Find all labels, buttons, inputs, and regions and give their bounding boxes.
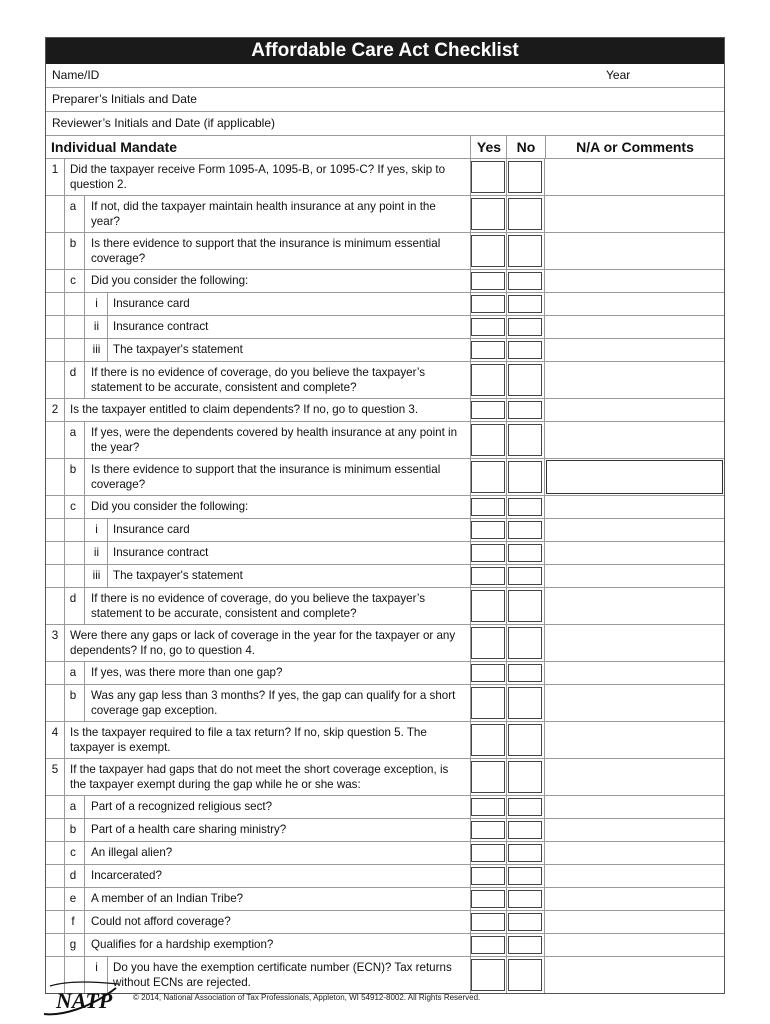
no-checkbox[interactable] xyxy=(508,627,542,659)
column-divider xyxy=(506,722,507,758)
question-text: Is the taxpayer entitled to claim dependents? If no, go to question 3. xyxy=(70,403,419,416)
question-row xyxy=(46,662,724,685)
question-row xyxy=(46,316,724,339)
footer xyxy=(0,974,770,1024)
question-number: d xyxy=(69,869,77,882)
question-text: Could not afford coverage? xyxy=(91,915,231,928)
question-row xyxy=(46,796,724,819)
question-number: d xyxy=(69,366,77,379)
divider xyxy=(84,316,85,338)
yes-checkbox[interactable] xyxy=(471,401,505,419)
divider xyxy=(84,542,85,564)
question-number: b xyxy=(69,463,77,476)
question-text: Do you have the exemption certificate number (ECN)? Tax returns without ECNs are rejected. xyxy=(113,961,452,989)
question-number: 3 xyxy=(51,629,59,642)
question-row xyxy=(46,722,724,759)
column-divider xyxy=(506,422,507,458)
divider xyxy=(84,422,85,458)
column-divider xyxy=(506,496,507,518)
comments-field[interactable] xyxy=(544,911,726,933)
column-divider xyxy=(506,293,507,315)
question-text: Is there evidence to support that the insurance is minimum essential coverage? xyxy=(91,237,441,265)
question-text: If there is no evidence of coverage, do you believe the taxpayer’s statement to be accurate, consistent and complete? xyxy=(91,592,426,620)
comments-field[interactable] xyxy=(544,519,726,541)
question-row xyxy=(46,542,724,565)
divider xyxy=(84,819,85,841)
no-checkbox[interactable] xyxy=(508,161,542,193)
question-number: a xyxy=(69,666,77,679)
form-title: Affordable Care Act Checklist xyxy=(46,38,724,64)
divider xyxy=(64,565,65,587)
comments-field[interactable] xyxy=(544,293,726,315)
divider xyxy=(84,270,85,292)
yes-checkbox[interactable] xyxy=(471,235,505,267)
yes-checkbox[interactable] xyxy=(471,198,505,230)
logo-text: NATP xyxy=(56,988,113,1013)
question-text: Insurance contract xyxy=(113,546,209,559)
yes-checkbox[interactable] xyxy=(471,761,505,793)
divider xyxy=(64,316,65,338)
na-column-header: N/A or Comments xyxy=(576,139,694,155)
question-number: d xyxy=(69,592,77,605)
no-column-header: No xyxy=(506,136,546,158)
no-checkbox[interactable] xyxy=(508,295,542,313)
yes-checkbox[interactable] xyxy=(471,890,505,908)
column-divider xyxy=(506,796,507,818)
question-row xyxy=(46,233,724,270)
column-divider xyxy=(506,588,507,624)
column-divider xyxy=(506,662,507,684)
divider xyxy=(107,565,108,587)
comments-field[interactable] xyxy=(544,759,726,795)
question-text: Did you consider the following: xyxy=(91,274,249,287)
divider xyxy=(64,759,65,795)
question-text: Is the taxpayer required to file a tax return? If no, skip question 5. The taxpayer is exempt. xyxy=(70,726,427,754)
no-checkbox[interactable] xyxy=(508,461,542,493)
comments-field[interactable] xyxy=(544,685,726,721)
no-checkbox[interactable] xyxy=(508,844,542,862)
comments-field[interactable] xyxy=(544,159,726,195)
question-text: Incarcerated? xyxy=(91,869,162,882)
column-divider xyxy=(506,911,507,933)
no-checkbox[interactable] xyxy=(508,318,542,336)
question-number: a xyxy=(69,800,77,813)
question-text: Part of a recognized religious sect? xyxy=(91,800,273,813)
yes-checkbox[interactable] xyxy=(471,798,505,816)
comments-field[interactable] xyxy=(544,888,726,910)
name-row[interactable] xyxy=(46,64,724,88)
yes-checkbox[interactable] xyxy=(471,272,505,290)
yes-checkbox[interactable] xyxy=(471,867,505,885)
question-text: Insurance contract xyxy=(113,320,209,333)
yes-checkbox[interactable] xyxy=(471,521,505,539)
question-number: c xyxy=(70,274,76,287)
comments-field[interactable] xyxy=(544,233,726,269)
question-text: If yes, were the dependents covered by health insurance at any point in the year? xyxy=(91,426,458,454)
question-row xyxy=(46,759,724,796)
column-divider xyxy=(506,339,507,361)
question-number: 2 xyxy=(51,403,59,416)
comments-field[interactable] xyxy=(544,362,726,398)
question-number: i xyxy=(95,523,98,536)
divider xyxy=(84,911,85,933)
column-divider xyxy=(506,270,507,292)
question-number: a xyxy=(69,200,77,213)
question-number: 1 xyxy=(51,163,59,176)
no-checkbox[interactable] xyxy=(508,664,542,682)
yes-checkbox[interactable] xyxy=(471,295,505,313)
question-number: e xyxy=(69,892,77,905)
question-text: Qualifies for a hardship exemption? xyxy=(91,938,274,951)
divider xyxy=(84,796,85,818)
column-divider xyxy=(506,685,507,721)
no-checkbox[interactable] xyxy=(508,424,542,456)
divider xyxy=(84,934,85,956)
divider xyxy=(64,399,65,421)
question-number: 4 xyxy=(51,726,59,739)
yes-checkbox[interactable] xyxy=(471,498,505,516)
divider xyxy=(64,722,65,758)
question-text: If the taxpayer had gaps that do not meet the short coverage exception, is the taxpayer exempt during the gap while he or she was: xyxy=(70,763,449,791)
checklist-form xyxy=(45,37,725,994)
preparer-row[interactable] xyxy=(46,88,724,112)
question-row xyxy=(46,459,724,496)
question-number: ii xyxy=(93,546,100,559)
divider xyxy=(107,316,108,338)
divider xyxy=(84,685,85,721)
divider xyxy=(107,542,108,564)
name-label: Name/ID xyxy=(52,68,100,82)
yes-checkbox[interactable] xyxy=(471,424,505,456)
comments-field[interactable] xyxy=(544,270,726,292)
no-checkbox[interactable] xyxy=(508,687,542,719)
divider xyxy=(84,339,85,361)
yes-checkbox[interactable] xyxy=(471,664,505,682)
divider xyxy=(84,519,85,541)
natp-logo-icon xyxy=(42,978,122,1018)
column-divider xyxy=(506,316,507,338)
question-text: A member of an Indian Tribe? xyxy=(91,892,244,905)
yes-checkbox[interactable] xyxy=(471,461,505,493)
yes-column-header: Yes xyxy=(470,136,507,158)
question-row xyxy=(46,934,724,957)
question-list xyxy=(46,159,724,993)
comments-field[interactable] xyxy=(544,399,726,421)
question-row xyxy=(46,819,724,842)
yes-checkbox[interactable] xyxy=(471,364,505,396)
comments-field[interactable] xyxy=(544,722,726,758)
divider xyxy=(84,565,85,587)
question-text: The taxpayer's statement xyxy=(113,569,243,582)
question-number: iii xyxy=(92,343,101,356)
comments-field[interactable] xyxy=(544,496,726,518)
comments-field[interactable] xyxy=(544,565,726,587)
divider xyxy=(84,588,85,624)
question-row xyxy=(46,362,724,399)
comments-field[interactable] xyxy=(544,196,726,232)
question-row xyxy=(46,422,724,459)
question-text: Were there any gaps or lack of coverage in the year for the taxpayer or any dependents? If no, go to question 4. xyxy=(70,629,456,657)
divider xyxy=(84,293,85,315)
yes-checkbox[interactable] xyxy=(471,567,505,585)
divider xyxy=(84,233,85,269)
no-checkbox[interactable] xyxy=(508,498,542,516)
question-text: The taxpayer's statement xyxy=(113,343,243,356)
question-row xyxy=(46,293,724,316)
question-number: b xyxy=(69,237,77,250)
question-number: c xyxy=(70,846,76,859)
question-row xyxy=(46,842,724,865)
column-divider xyxy=(506,233,507,269)
divider xyxy=(84,865,85,887)
question-row xyxy=(46,339,724,362)
comments-input-box[interactable] xyxy=(546,460,723,494)
question-text: Did you consider the following: xyxy=(91,500,249,513)
no-checkbox[interactable] xyxy=(508,567,542,585)
yes-checkbox[interactable] xyxy=(471,161,505,193)
section-header xyxy=(46,136,724,159)
comments-field[interactable] xyxy=(544,865,726,887)
yes-checkbox[interactable] xyxy=(471,844,505,862)
question-row xyxy=(46,588,724,625)
divider xyxy=(64,519,65,541)
comments-field[interactable] xyxy=(544,625,726,661)
question-row xyxy=(46,519,724,542)
column-divider xyxy=(506,625,507,661)
comments-field[interactable] xyxy=(544,422,726,458)
question-number: c xyxy=(70,500,76,513)
no-checkbox[interactable] xyxy=(508,913,542,931)
comments-field[interactable] xyxy=(544,796,726,818)
question-text: Did the taxpayer receive Form 1095-A, 1095-B, or 1095-C? If yes, skip to question 2. xyxy=(70,163,446,191)
question-row xyxy=(46,565,724,588)
divider xyxy=(64,542,65,564)
question-row xyxy=(46,625,724,662)
divider xyxy=(64,625,65,661)
yes-checkbox[interactable] xyxy=(471,341,505,359)
no-checkbox[interactable] xyxy=(508,724,542,756)
divider xyxy=(64,339,65,361)
question-row xyxy=(46,399,724,422)
column-divider xyxy=(506,565,507,587)
question-number: b xyxy=(69,823,77,836)
yes-checkbox[interactable] xyxy=(471,590,505,622)
column-divider xyxy=(506,865,507,887)
question-row xyxy=(46,496,724,519)
question-row xyxy=(46,159,724,196)
reviewer-label: Reviewer’s Initials and Date (if applicable) xyxy=(52,116,275,130)
question-text: Was any gap less than 3 months? If yes, the gap can qualify for a short coverage gap exception. xyxy=(91,689,456,717)
column-divider xyxy=(506,362,507,398)
question-row xyxy=(46,685,724,722)
question-text: If yes, was there more than one gap? xyxy=(91,666,283,679)
column-divider xyxy=(506,519,507,541)
yes-checkbox[interactable] xyxy=(471,544,505,562)
column-divider xyxy=(506,842,507,864)
divider xyxy=(64,293,65,315)
no-checkbox[interactable] xyxy=(508,867,542,885)
column-divider xyxy=(506,399,507,421)
divider xyxy=(84,362,85,398)
question-row xyxy=(46,865,724,888)
comments-field[interactable] xyxy=(544,316,726,338)
question-text: Part of a health care sharing ministry? xyxy=(91,823,287,836)
yes-checkbox[interactable] xyxy=(471,318,505,336)
yes-checkbox[interactable] xyxy=(471,687,505,719)
column-divider xyxy=(506,934,507,956)
question-number: ii xyxy=(93,320,100,333)
question-text: Insurance card xyxy=(113,523,190,536)
comments-field[interactable] xyxy=(544,588,726,624)
column-divider xyxy=(506,196,507,232)
section-title: Individual Mandate xyxy=(51,139,178,155)
column-divider xyxy=(506,159,507,195)
question-number: a xyxy=(69,426,77,439)
divider xyxy=(84,496,85,518)
question-number: 5 xyxy=(51,763,59,776)
no-checkbox[interactable] xyxy=(508,544,542,562)
reviewer-row[interactable] xyxy=(46,112,724,136)
comments-field[interactable] xyxy=(544,542,726,564)
divider xyxy=(84,662,85,684)
yes-checkbox[interactable] xyxy=(471,627,505,659)
yes-checkbox[interactable] xyxy=(471,724,505,756)
no-checkbox[interactable] xyxy=(508,936,542,954)
divider xyxy=(84,888,85,910)
question-number: i xyxy=(95,297,98,310)
column-divider xyxy=(506,759,507,795)
no-checkbox[interactable] xyxy=(508,521,542,539)
question-row xyxy=(46,270,724,293)
comments-field[interactable] xyxy=(544,662,726,684)
no-checkbox[interactable] xyxy=(508,761,542,793)
divider xyxy=(107,293,108,315)
no-checkbox[interactable] xyxy=(508,798,542,816)
question-number: i xyxy=(95,961,98,974)
preparer-label: Preparer’s Initials and Date xyxy=(52,92,197,106)
comments-field[interactable] xyxy=(544,339,726,361)
divider xyxy=(107,519,108,541)
question-number: iii xyxy=(92,569,101,582)
no-checkbox[interactable] xyxy=(508,821,542,839)
column-divider xyxy=(506,542,507,564)
divider xyxy=(84,459,85,495)
yes-checkbox[interactable] xyxy=(471,936,505,954)
comments-field[interactable] xyxy=(544,842,726,864)
question-number: f xyxy=(71,915,75,928)
column-divider xyxy=(506,888,507,910)
year-label: Year xyxy=(606,68,631,82)
question-text: Insurance card xyxy=(113,297,190,310)
question-text: If not, did the taxpayer maintain health insurance at any point in the year? xyxy=(91,200,436,228)
no-checkbox[interactable] xyxy=(508,401,542,419)
column-divider xyxy=(506,459,507,495)
yes-checkbox[interactable] xyxy=(471,821,505,839)
yes-checkbox[interactable] xyxy=(471,913,505,931)
comments-field[interactable] xyxy=(544,934,726,956)
no-checkbox[interactable] xyxy=(508,590,542,622)
question-row xyxy=(46,196,724,233)
no-checkbox[interactable] xyxy=(508,235,542,267)
copyright-notice: © 2014, National Association of Tax Professionals, Appleton, WI 54912-8002. All Rights Reserved. xyxy=(133,993,481,1002)
no-checkbox[interactable] xyxy=(508,364,542,396)
no-checkbox[interactable] xyxy=(508,198,542,230)
comments-field[interactable] xyxy=(544,819,726,841)
no-checkbox[interactable] xyxy=(508,341,542,359)
question-number: g xyxy=(69,938,77,951)
question-text: An illegal alien? xyxy=(91,846,173,859)
question-text: Is there evidence to support that the insurance is minimum essential coverage? xyxy=(91,463,441,491)
question-row xyxy=(46,888,724,911)
column-divider xyxy=(506,819,507,841)
divider xyxy=(84,196,85,232)
question-number: b xyxy=(69,689,77,702)
no-checkbox[interactable] xyxy=(508,272,542,290)
question-row xyxy=(46,911,724,934)
divider xyxy=(107,339,108,361)
divider xyxy=(64,159,65,195)
divider xyxy=(84,842,85,864)
no-checkbox[interactable] xyxy=(508,890,542,908)
question-text: If there is no evidence of coverage, do you believe the taxpayer’s statement to be accurate, consistent and complete? xyxy=(91,366,426,394)
